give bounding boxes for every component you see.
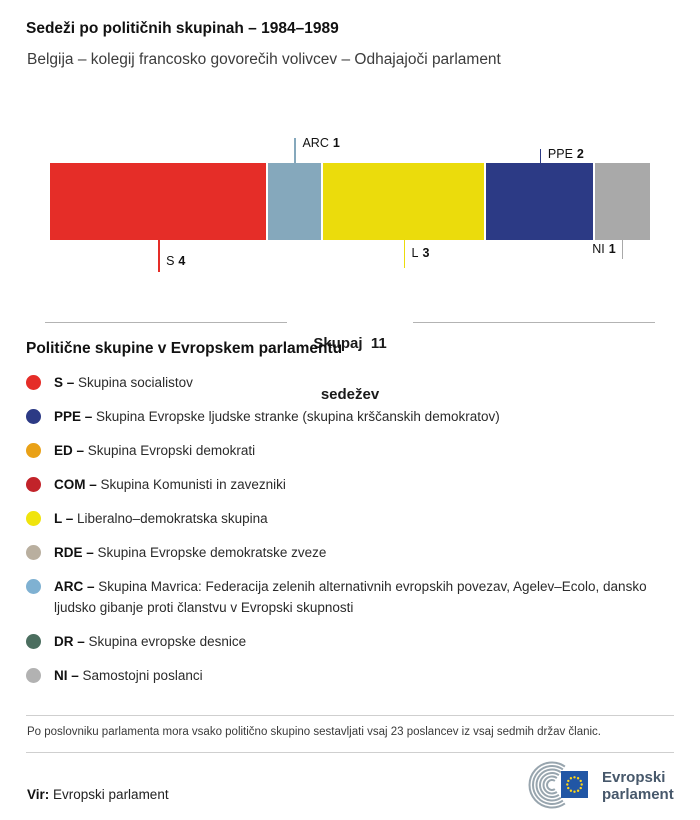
source-line — [27, 787, 169, 802]
legend-item-label: DR – Skupina evropske desnice — [54, 634, 247, 649]
legend-item-PPE — [26, 406, 674, 427]
bar-segment-L — [323, 163, 487, 240]
bar-segment-ARC — [268, 163, 323, 240]
legend-item-label: ARC – Skupina Mavrica: Federacija zelenih alternativnih evropskih povezav, Agelev–Ecolo, dansko ljudsko gibanje proti članstvu v Evropski skupnosti — [54, 579, 647, 615]
divider-line-right — [413, 322, 655, 323]
ep-logo-text-line2: parlament — [602, 786, 674, 803]
legend-item-ED — [26, 440, 674, 461]
footer-divider-bottom — [26, 752, 674, 753]
legend-item-label: COM – Skupina Komunisti in zavezniki — [54, 477, 286, 492]
callout-tick-NI — [622, 240, 624, 259]
legend-dot-icon — [26, 477, 41, 492]
legend-dot-icon — [26, 634, 41, 649]
legend-item-NI — [26, 665, 674, 686]
bar-segment-NI — [595, 163, 650, 240]
callout-tick-ARC — [294, 138, 296, 163]
legend-item-COM — [26, 474, 674, 495]
callout-label-S: S 4 — [166, 254, 186, 268]
divider-line-left — [45, 322, 287, 323]
legend-dot-icon — [26, 545, 41, 560]
legend-dot-icon — [26, 579, 41, 594]
chart — [50, 130, 650, 288]
bar-segment-PPE — [486, 163, 595, 240]
ep-logo-text — [602, 769, 674, 803]
callout-tick-S — [158, 240, 160, 272]
legend-item-L — [26, 508, 674, 529]
legend-list — [26, 372, 674, 699]
legend-item-label: PPE – Skupina Evropske ljudske stranke (skupina krščanskih demokratov) — [54, 409, 500, 424]
ep-logo-hemicycle-icon — [526, 757, 596, 815]
callout-tick-PPE — [540, 149, 542, 163]
page-title: Sedeži po političnih skupinah – 1984–1989 — [26, 20, 339, 37]
ep-logo — [526, 757, 674, 815]
legend-dot-icon — [26, 511, 41, 526]
legend-item-ARC — [26, 576, 674, 618]
legend-dot-icon — [26, 668, 41, 683]
legend-item-label: NI – Samostojni poslanci — [54, 668, 203, 683]
legend-item-label: S – Skupina socialistov — [54, 375, 193, 390]
total-seats-line2: sedežev — [320, 386, 380, 403]
source-label: Vir: — [27, 787, 50, 802]
legend-item-RDE — [26, 542, 674, 563]
legend-item-label: ED – Skupina Evropski demokrati — [54, 443, 256, 458]
total-seats-line1: Skupaj 11 — [313, 335, 387, 352]
eu-flag-icon — [561, 771, 588, 798]
footer-divider-top — [26, 715, 674, 716]
legend-item-label: L – Liberalno–demokratska skupina — [54, 511, 268, 526]
legend-dot-icon — [26, 443, 41, 458]
legend-dot-icon — [26, 409, 41, 424]
footnote: Po poslovniku parlamenta mora vsako politično skupino sestavljati vsaj 23 poslancev iz vsaj sedmih držav članic. — [27, 726, 602, 738]
legend-dot-icon — [26, 375, 41, 390]
ep-logo-text-line1: Evropski — [602, 769, 666, 786]
legend-item-label: RDE – Skupina Evropske demokratske zveze — [54, 545, 327, 560]
bar-segment-S — [50, 163, 268, 240]
callout-label-PPE: PPE 2 — [547, 147, 584, 161]
callout-label-NI: NI 1 — [592, 242, 616, 256]
callout-tick-L — [404, 240, 406, 268]
callout-label-L: L 3 — [411, 246, 430, 260]
legend-item-S — [26, 372, 674, 393]
callout-label-ARC: ARC 1 — [302, 136, 340, 150]
page-subtitle: Belgija – kolegij francosko govorečih volivcev – Odhajajoči parlament — [27, 51, 501, 68]
source-text: Evropski parlament — [53, 787, 169, 802]
stacked-bar — [50, 163, 650, 240]
legend-heading: Politične skupine v Evropskem parlamentu — [26, 340, 343, 357]
legend-item-DR — [26, 631, 674, 652]
